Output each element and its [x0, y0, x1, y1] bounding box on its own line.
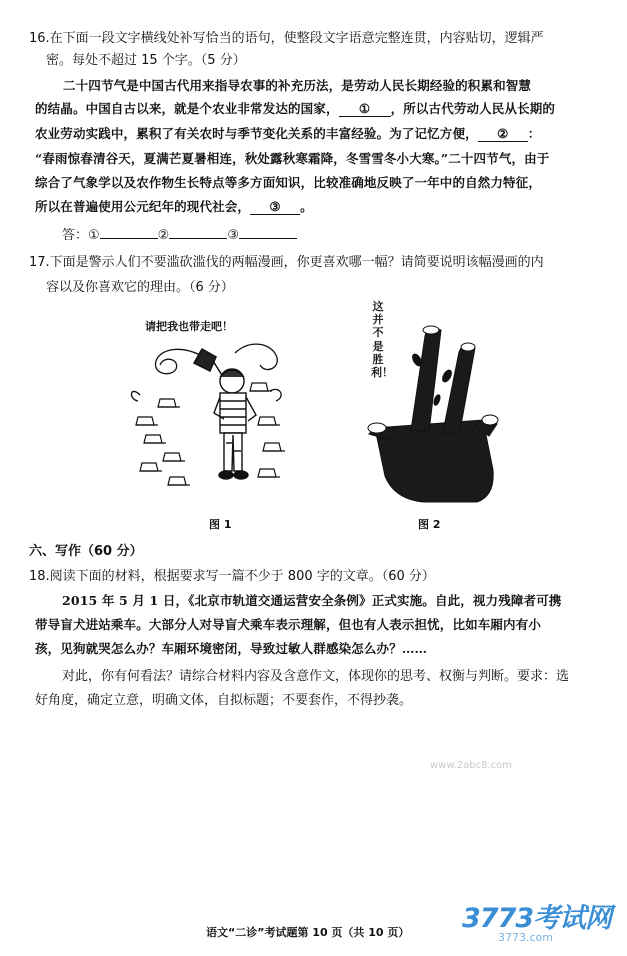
q16-passage-text: 所以在普遍使用公元纪年的现代社会， — [35, 199, 251, 214]
q17-title-line2: 容以及你喜欢它的理由。（6 分） — [46, 280, 234, 295]
site-logo-url: 3773.com — [498, 931, 553, 944]
q16-passage-line1: 二十四节气是中国古代用来指导农事的补充历法，是劳动人民长期经验的积累和智慧 — [63, 78, 532, 93]
q18-material-line1: 2015 年 5 月 1 日，《北京市轨道交通运营安全条例》正式实施。自此，视力残障者可携 — [62, 593, 562, 608]
fig2-caption: 图 2 — [418, 518, 441, 531]
fig1-cartoon-illustration — [120, 335, 290, 510]
answer-1-label: ① — [88, 228, 100, 243]
q16-passage-line6 — [35, 201, 313, 215]
q16-blank-1: ① — [339, 103, 391, 117]
fig2-vertical-text: 这并不是胜利！ — [371, 300, 393, 379]
q16-passage-text: 。 — [300, 199, 313, 214]
q16-passage-line2 — [35, 103, 555, 117]
watermark-text: www.2abc8.com — [430, 760, 513, 771]
q16-blank-3: ③ — [250, 201, 300, 215]
q18-material-line3: 孩，见狗就哭怎么办？车厢环境密闭，导致过敏人群感染怎么办？…… — [35, 641, 428, 656]
q16-answer-line — [62, 229, 297, 242]
page-footer: 语文“二诊”考试题第 10 页（共 10 页） — [206, 926, 410, 939]
q18-requirement-line1: 对此，你有何看法？请综合材料内容及含意作文，体现你的思考、权衡与判断。要求：选 — [62, 669, 570, 684]
q16-passage-line5: 综合了气象学以及农作物生长特点等多方面知识，比较准确地反映了一年中的自然力特征， — [35, 175, 542, 190]
fig1-speech-text: 请把我也带走吧！ — [145, 320, 233, 333]
q18-material-line2: 带导盲犬进站乘车。大部分人对导盲犬乘车表示理解，但也有人表示担忧，比如车厢内有小 — [35, 617, 542, 632]
answer-1-blank[interactable] — [100, 238, 158, 239]
q18-requirement-line2: 好角度，确定立意，明确文体，自拟标题；不要套作，不得抄袭。 — [35, 693, 413, 708]
q16-passage-text: 的结晶。中国自古以来，就是个农业非常发达的国家， — [35, 101, 339, 116]
answer-3-blank[interactable] — [239, 238, 297, 239]
q16-blank-2: ② — [478, 128, 528, 142]
fig1-caption: 图 1 — [209, 518, 232, 531]
fig2-cartoon-illustration — [355, 300, 505, 510]
q16-passage-text: 农业劳动实践中，累积了有关农时与季节变化关系的丰富经验。为了记忆方便， — [35, 126, 478, 141]
q18-title: 18.阅读下面的材料，根据要求写一篇不少于 800 字的文章。（60 分） — [29, 569, 435, 584]
q16-title-line1: 16.在下面一段文字横线处补写恰当的语句，使整段文字语意完整连贯，内容贴切，逻辑严 — [29, 31, 544, 46]
answer-3-label: ③ — [227, 228, 239, 243]
q16-passage-text: ，所以古代劳动人民从长期的 — [390, 101, 556, 116]
q16-passage-text: ： — [527, 126, 541, 141]
q16-passage-line4: “春雨惊春清谷天，夏满芒夏暑相连，秋处露秋寒霜降，冬雪雪冬小大寒。”二十四节气，由于 — [35, 151, 550, 166]
answer-label: 答： — [62, 228, 89, 243]
q17-title-line1: 17.下面是警示人们不要滥砍滥伐的两幅漫画，你更喜欢哪一幅？请简要说明该幅漫画的内 — [29, 255, 544, 270]
section-writing-heading: 六、写作（60 分） — [29, 544, 143, 559]
answer-2-blank[interactable] — [169, 238, 227, 239]
answer-2-label: ② — [157, 228, 170, 243]
q16-title-line2: 密。每处不超过 15 个字。（5 分） — [46, 53, 246, 68]
site-logo: 3773考试网 — [462, 903, 612, 934]
q16-passage-line3 — [35, 128, 540, 142]
